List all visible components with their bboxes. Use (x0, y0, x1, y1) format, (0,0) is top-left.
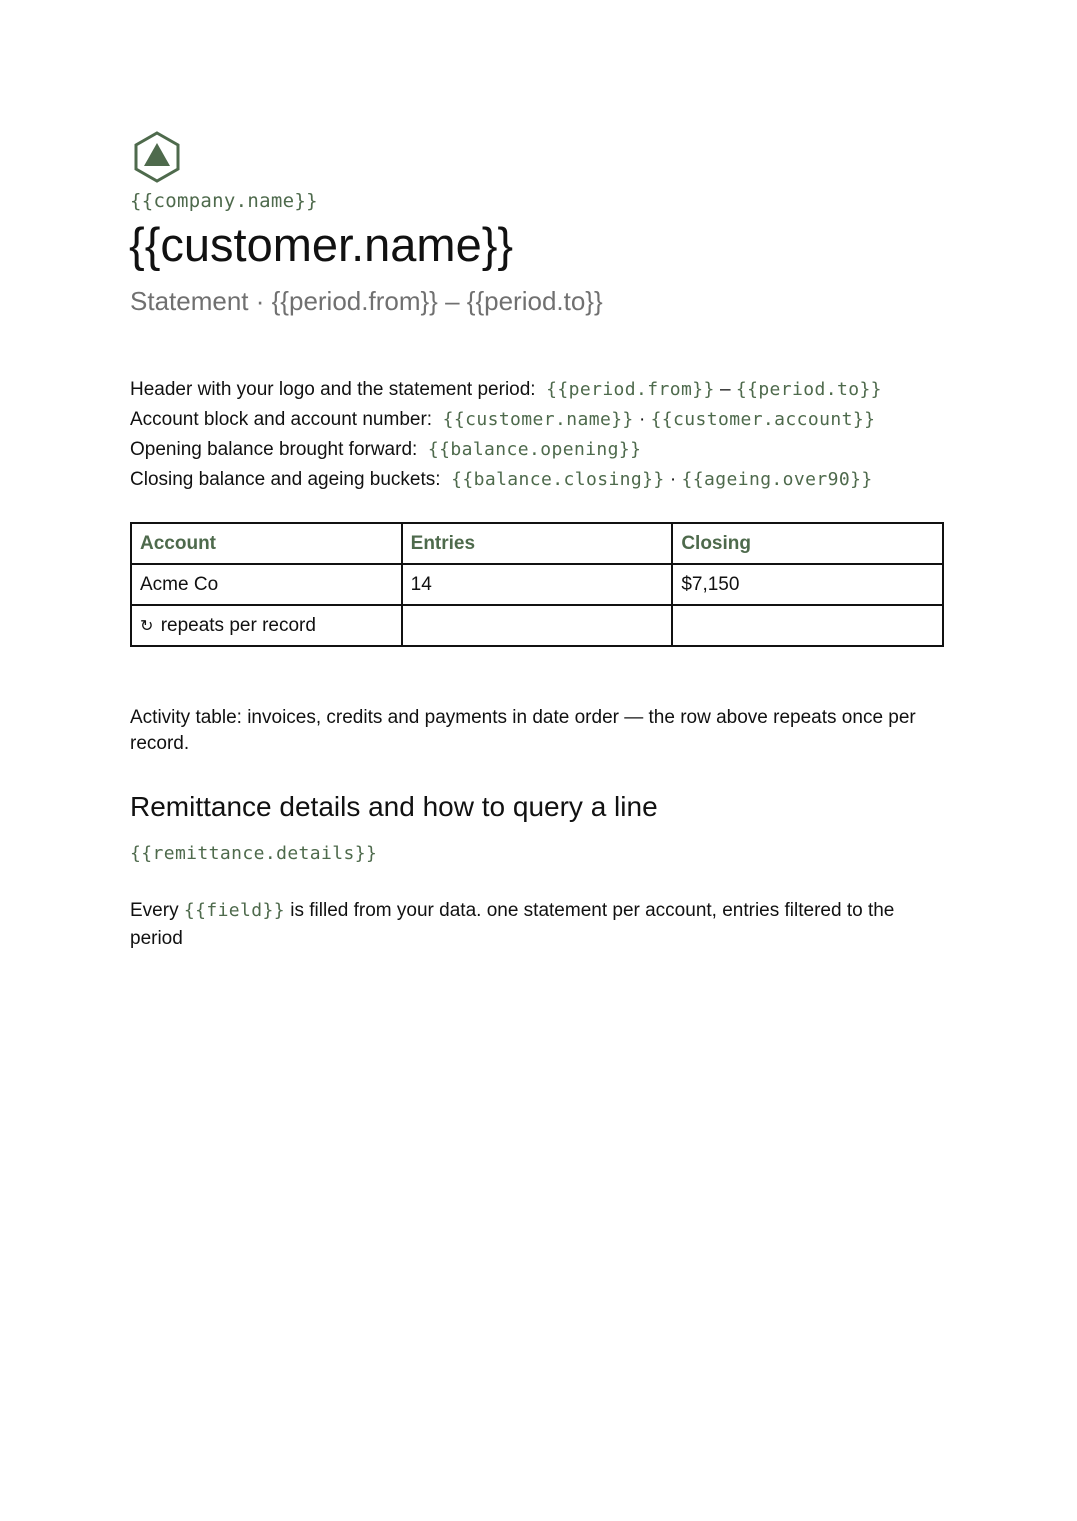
field-line-account (130, 407, 945, 437)
field-token: {{customer.name}} (442, 409, 634, 430)
footer-text-before: Every (130, 900, 184, 921)
column-header-closing: Closing (672, 523, 943, 564)
footer-text-after: is filled from your data. one statement per account, entries filtered to the period (130, 900, 895, 949)
field-label: Opening balance brought forward: (130, 439, 418, 460)
field-token: {{ageing.over90}} (681, 469, 873, 490)
company-logo-icon (133, 131, 181, 183)
field-separator: · (669, 469, 677, 490)
cell-entries: 14 (402, 564, 673, 605)
activity-description: Activity table: invoices, credits and payments in date order — the row above repeats once per record. (130, 707, 916, 754)
page-title: {{customer.name}} (129, 218, 514, 271)
cell-account: Acme Co (131, 564, 402, 605)
field-label: Header with your logo and the statement period: (130, 379, 536, 400)
empty-cell (402, 605, 673, 646)
repeat-label: repeats per record (160, 614, 316, 636)
cell-closing: $7,150 (672, 564, 943, 605)
field-token: {{balance.opening}} (427, 439, 642, 460)
footer-note (130, 897, 945, 953)
field-label: Account block and account number: (130, 409, 433, 430)
remittance-token: {{remittance.details}} (130, 843, 378, 864)
field-separator: · (638, 409, 646, 430)
table-header-row (131, 523, 943, 564)
field-token: {{customer.account}} (650, 409, 876, 430)
column-header-account: Account (131, 523, 402, 564)
repeat-marker-row (131, 605, 943, 646)
field-label: Closing balance and ageing buckets: (130, 469, 441, 490)
column-header-entries: Entries (402, 523, 673, 564)
field-line-period (130, 377, 945, 407)
field-list (130, 377, 945, 497)
repeat-marker-cell (131, 605, 402, 646)
section-heading: Remittance details and how to query a line (130, 791, 658, 822)
field-line-opening (130, 437, 945, 467)
field-line-closing (130, 467, 945, 497)
company-name: {{company.name}} (130, 190, 318, 212)
field-token: {{period.from}} (546, 379, 715, 400)
activity-table (130, 522, 944, 647)
field-token: {{period.to}} (735, 379, 882, 400)
table-row (131, 564, 943, 605)
field-token: {{balance.closing}} (451, 469, 665, 490)
field-separator: – (719, 379, 731, 400)
repeat-icon: ↻ (140, 615, 154, 635)
empty-cell (672, 605, 943, 646)
page-subtitle: Statement · {{period.from}} – {{period.to}} (130, 286, 603, 316)
footer-token: {{field}} (183, 900, 285, 921)
